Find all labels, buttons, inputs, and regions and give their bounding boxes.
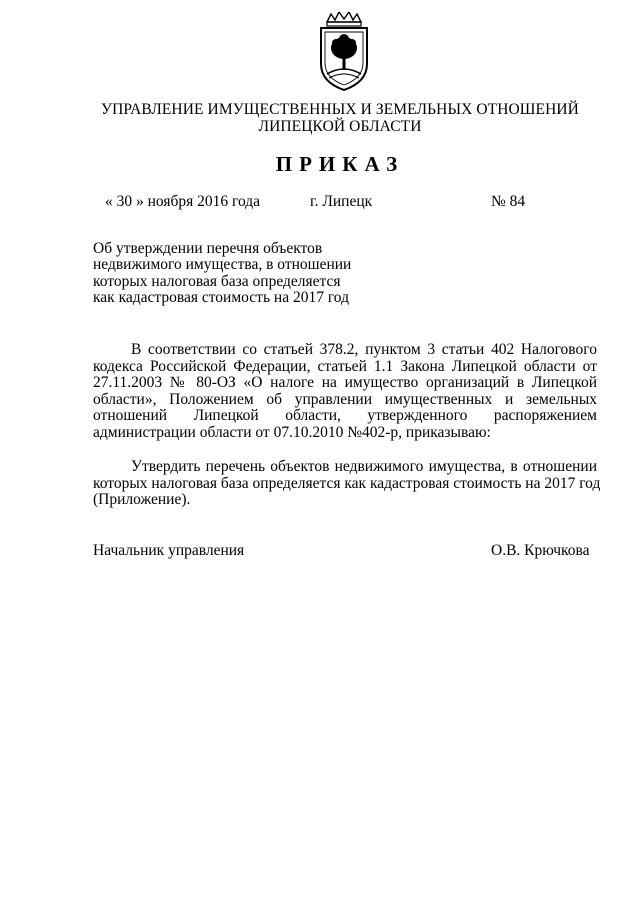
lipetsk-coat-of-arms-icon [313, 12, 375, 92]
body-paragraph-legal-basis [93, 342, 597, 442]
signatory-name: О.В. Крючкова [491, 542, 590, 559]
organization-name-line1: УПРАВЛЕНИЕ ИМУЩЕСТВЕННЫХ И ЗЕМЕЛЬНЫХ ОТНОШЕНИЙ [101, 101, 579, 118]
order-city: г. Липецк [310, 193, 373, 210]
order-subject [93, 241, 373, 306]
order-number: № 84 [491, 193, 526, 210]
paragraph-line: Утвердить перечень объектов недвижимого имущества, в отношении [131, 458, 597, 475]
signatory-title: Начальник управления [93, 542, 245, 559]
paragraph-line: кодекса Российской Федерации, статьей 1.1 Закона Липецкой области от [93, 357, 597, 375]
subject-line: недвижимого имущества, в отношении [93, 256, 352, 274]
body-paragraph-order [93, 458, 601, 509]
organization-name-line2: ЛИПЕЦКОЙ ОБЛАСТИ [258, 118, 422, 135]
paragraph-line: (Приложение). [93, 491, 191, 509]
subject-line: как кадастровая стоимость на 2017 год [93, 288, 349, 306]
paragraph-line: области», Положением об управлении имущественных и земельных [93, 390, 597, 408]
paragraph-line: отношений Липецкой области, утвержденного распоряжением [93, 407, 597, 425]
subject-line: которых налоговая база определяется [93, 272, 341, 290]
paragraph-line: 27.11.2003 № 80-ОЗ «О налоге на имущество организаций в Липецкой [93, 374, 597, 392]
paragraph-line: которых налоговая база определяется как кадастровая стоимость на 2017 год [93, 474, 601, 492]
paragraph-line: В соответствии со статьей 378.2, пунктом 3 статьи 402 Налогового [131, 341, 597, 358]
document-title: ПРИКАЗ [275, 152, 405, 176]
paragraph-line: администрации области от 07.10.2010 №402-р, приказываю: [93, 423, 491, 441]
subject-line: Об утверждении перечня объектов [93, 240, 323, 257]
order-date: « 30 » ноября 2016 года [105, 193, 261, 210]
